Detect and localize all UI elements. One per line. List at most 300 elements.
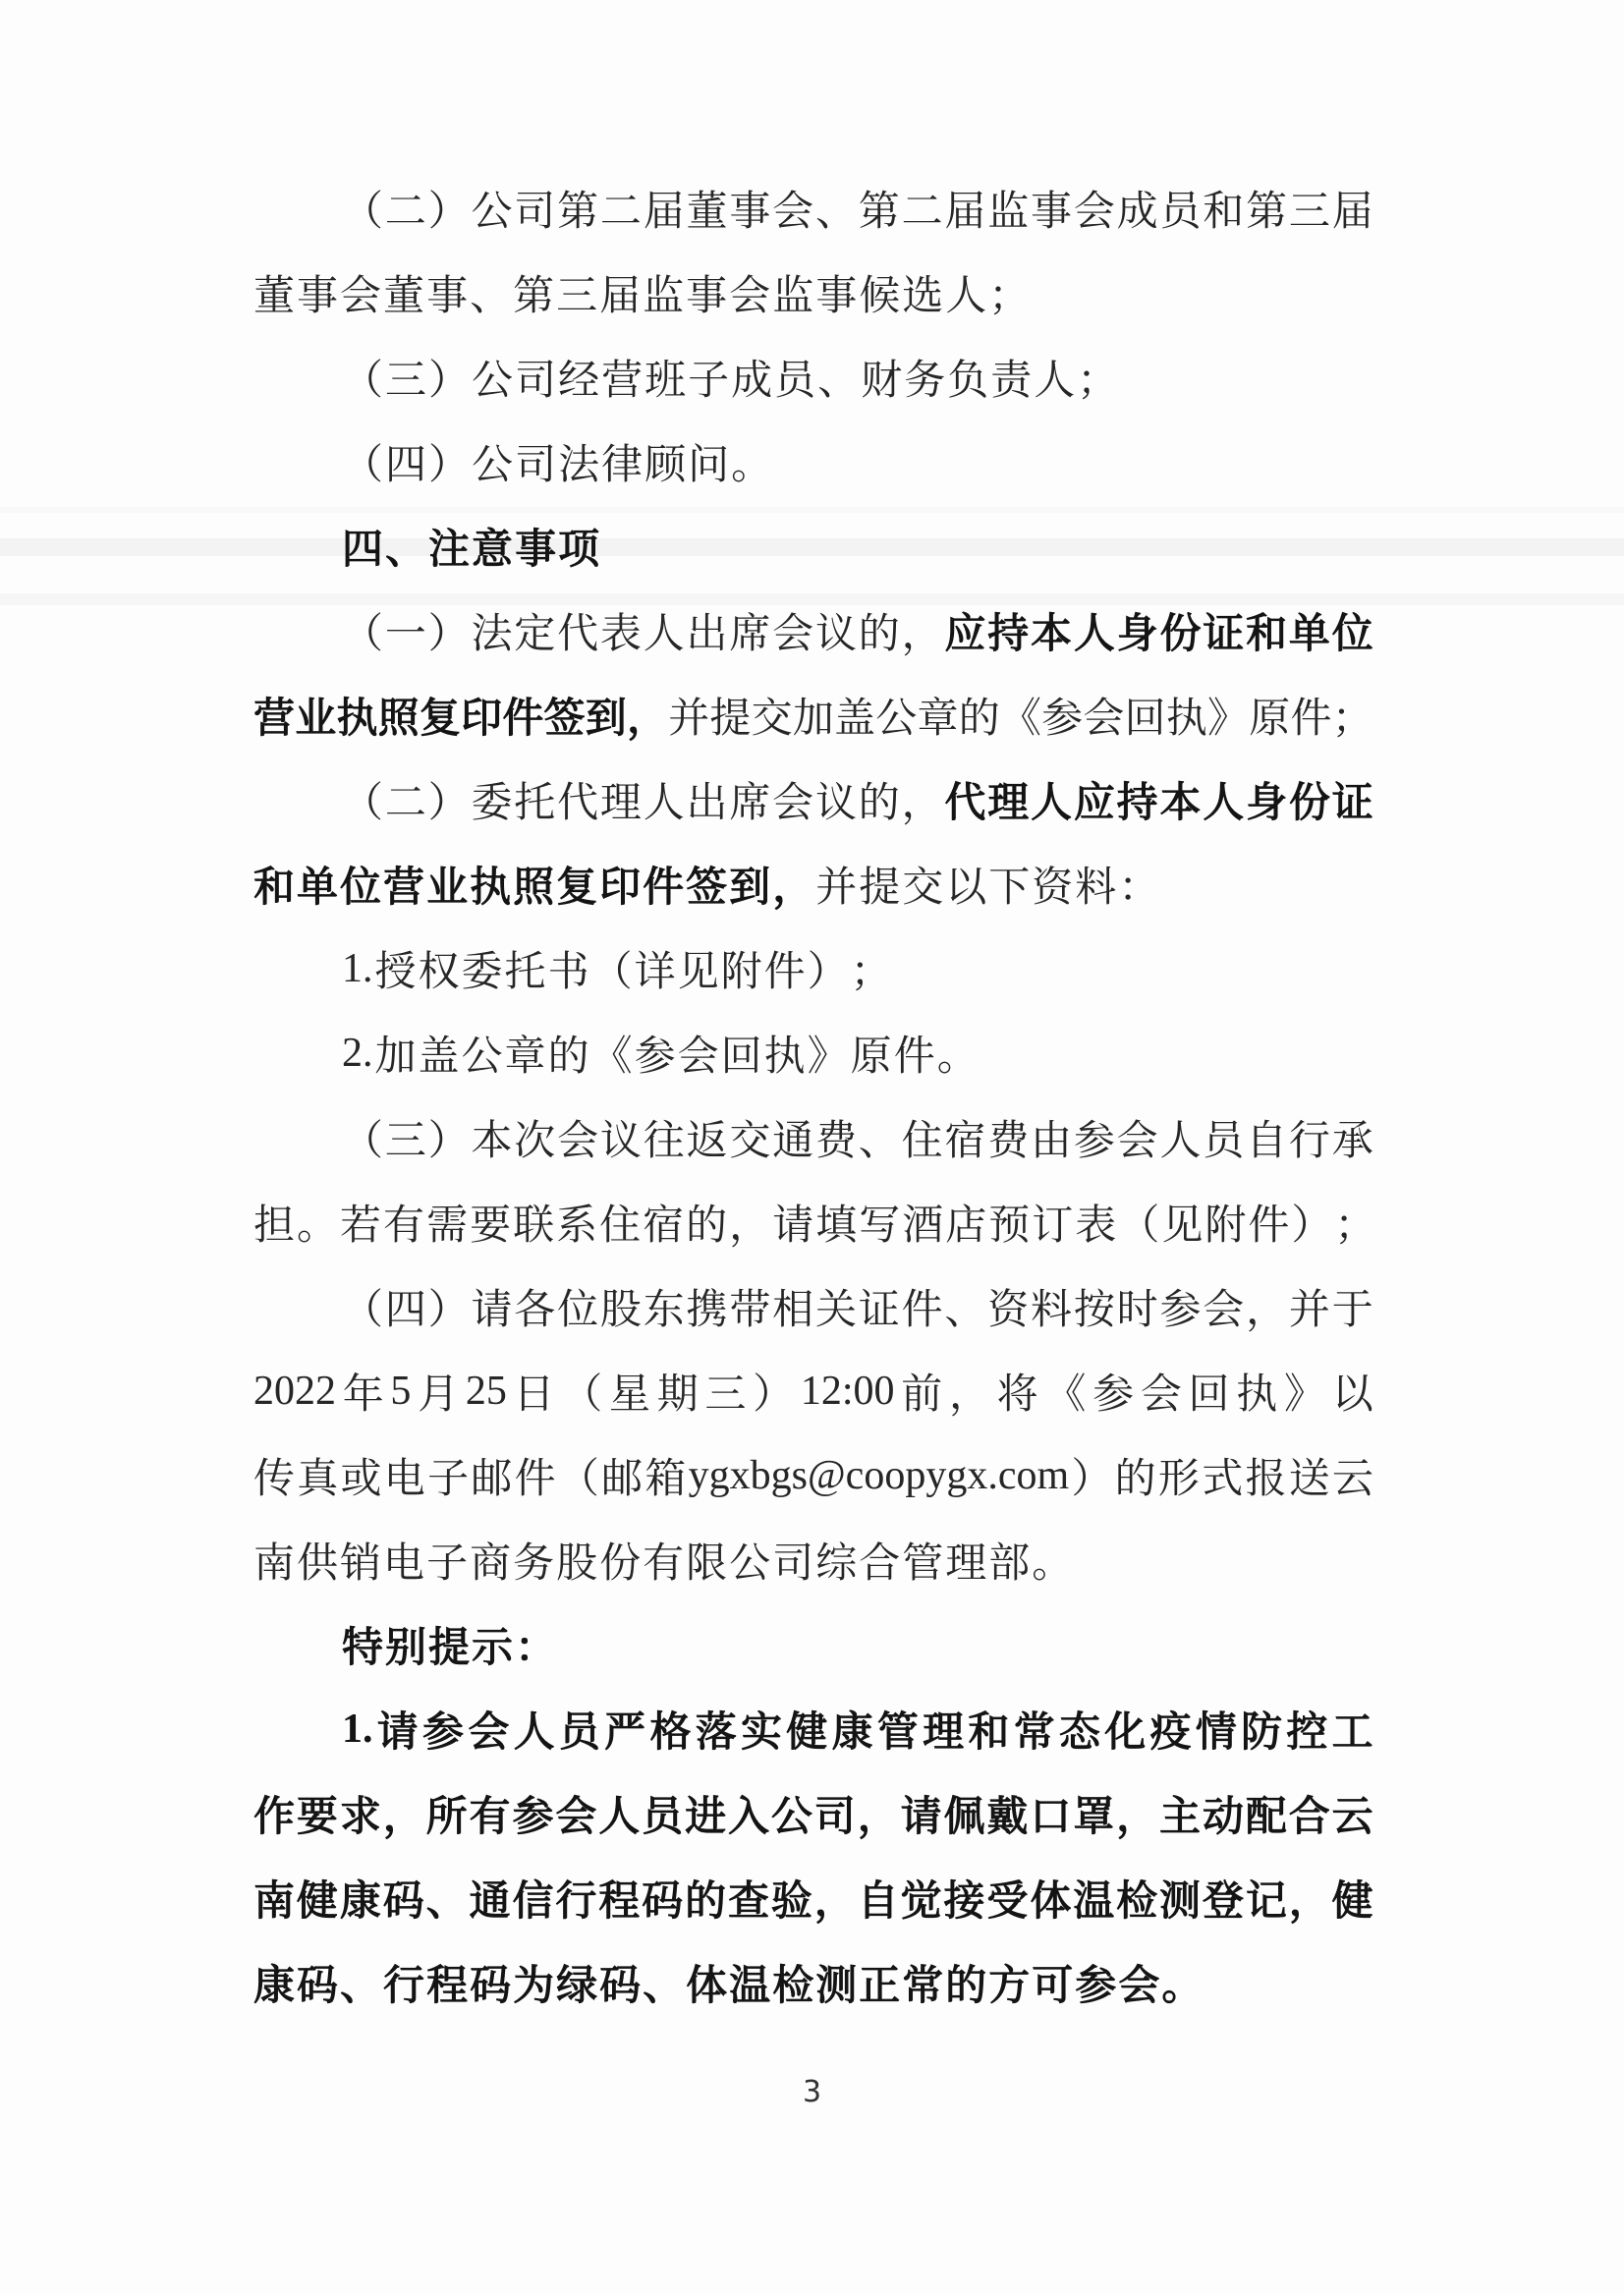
text-segment-bold: 复 bbox=[556, 866, 598, 911]
text-segment: 件 bbox=[1290, 697, 1332, 742]
text-segment-bold: ， bbox=[1116, 1795, 1158, 1840]
text-segment-bold: 四 bbox=[342, 528, 384, 573]
text-segment: 一 bbox=[384, 612, 426, 657]
text-segment: 事 bbox=[426, 274, 469, 319]
text-segment: 委 bbox=[471, 781, 513, 826]
text-segment: 三 bbox=[1288, 190, 1330, 235]
text-segment-bold: 的 bbox=[945, 1964, 987, 2009]
text-segment: ， bbox=[1246, 1288, 1288, 1333]
text-segment-bold: 入 bbox=[727, 1795, 769, 1840]
text-segment: 、 bbox=[944, 1288, 986, 1333]
text-segment: 宿 bbox=[944, 1119, 986, 1164]
text-segment: 于 bbox=[1331, 1288, 1373, 1333]
text-segment-bold: ： bbox=[515, 1626, 557, 1671]
text-segment-bold: 人 bbox=[1203, 781, 1245, 826]
text-segment-bold: 营 bbox=[253, 697, 296, 742]
text-segment-bold: 参 bbox=[512, 1795, 554, 1840]
text-segment: 成 bbox=[731, 359, 773, 404]
text-segment-bold: 件 bbox=[643, 866, 685, 911]
text-segment: 担 bbox=[253, 1203, 296, 1249]
text-segment: 。 bbox=[1032, 1541, 1074, 1587]
text-segment: ） bbox=[1291, 1203, 1333, 1249]
text-segment: 、 bbox=[858, 1119, 900, 1164]
text-segment: 管 bbox=[902, 1541, 944, 1587]
text-segment: 证 bbox=[858, 1288, 900, 1333]
text-segment: 限 bbox=[686, 1541, 728, 1587]
text-segment: 的 bbox=[1114, 1457, 1156, 1502]
text-segment: （ bbox=[557, 1457, 599, 1502]
text-segment: 执 bbox=[763, 1035, 806, 1080]
text-segment: 25 bbox=[465, 1369, 507, 1414]
text-segment-bold: 位 bbox=[1331, 612, 1373, 657]
text-segment: 第 bbox=[858, 190, 900, 235]
text-line bbox=[253, 926, 1373, 1011]
text-segment-bold: 签 bbox=[543, 697, 586, 742]
text-segment-bold: 码 bbox=[642, 1879, 684, 1925]
text-segment: 营 bbox=[601, 359, 644, 404]
text-segment-bold: 提 bbox=[428, 1626, 471, 1671]
text-segment: 合 bbox=[859, 1541, 901, 1587]
text-segment: 》 bbox=[807, 1035, 849, 1080]
text-segment-bold: 和 bbox=[253, 866, 296, 911]
text-segment-bold: 健 bbox=[786, 1710, 828, 1756]
text-line bbox=[253, 1095, 1373, 1180]
text-segment-bold: 动 bbox=[1202, 1795, 1244, 1840]
text-segment-bold: 为 bbox=[513, 1964, 555, 2009]
text-segment-bold: 持 bbox=[1116, 781, 1158, 826]
text-segment-bold: ， bbox=[857, 1795, 899, 1840]
text-segment-bold: 照 bbox=[377, 697, 420, 742]
text-segment-bold: 业 bbox=[426, 866, 469, 911]
text-segment-bold: 会 bbox=[1118, 1964, 1160, 2009]
text-segment-bold: 常 bbox=[902, 1964, 944, 2009]
text-line bbox=[253, 1349, 1373, 1433]
text-segment: 席 bbox=[729, 781, 771, 826]
text-segment: ； bbox=[988, 274, 1031, 319]
text-segment: 权 bbox=[418, 950, 460, 995]
text-segment: 委 bbox=[461, 950, 503, 995]
text-segment-bold: 事 bbox=[515, 528, 557, 573]
text-segment-bold: 员 bbox=[558, 1710, 600, 1756]
text-segment-bold: 情 bbox=[1195, 1710, 1237, 1756]
text-segment: 书 bbox=[547, 950, 589, 995]
text-segment-bold: 记 bbox=[1245, 1879, 1287, 1925]
text-segment: 本 bbox=[471, 1119, 513, 1164]
text-segment-bold: 落 bbox=[695, 1710, 737, 1756]
text-segment: ， bbox=[948, 1372, 990, 1418]
text-segment: 形 bbox=[1157, 1457, 1200, 1502]
text-segment: 章 bbox=[504, 1035, 546, 1080]
text-segment-bold: 示 bbox=[472, 1626, 514, 1671]
text-segment: 见 bbox=[1161, 1203, 1204, 1249]
text-line bbox=[253, 673, 1373, 757]
text-segment: 。 bbox=[731, 443, 773, 488]
text-segment-bold: 单 bbox=[1288, 612, 1330, 657]
text-segment-bold: 份 bbox=[1159, 612, 1202, 657]
text-segment: 授 bbox=[374, 950, 417, 995]
text-segment: 料 bbox=[1075, 866, 1117, 911]
text-segment: 和 bbox=[1203, 190, 1245, 235]
text-segment: 参 bbox=[1092, 1372, 1135, 1418]
text-segment: 托 bbox=[504, 950, 546, 995]
text-segment: 的 bbox=[686, 1203, 728, 1249]
text-segment: 负 bbox=[947, 359, 989, 404]
text-segment-bold: 健 bbox=[1331, 1879, 1373, 1925]
text-segment: ） bbox=[427, 781, 470, 826]
text-segment-bold: 罩 bbox=[1073, 1795, 1115, 1840]
text-segment-bold: 严 bbox=[604, 1710, 646, 1756]
text-segment: 附 bbox=[1204, 1203, 1247, 1249]
text-segment-bold: 配 bbox=[1245, 1795, 1287, 1840]
text-line bbox=[253, 1264, 1373, 1349]
text-segment: 期 bbox=[656, 1372, 699, 1418]
text-segment: 第 bbox=[513, 274, 555, 319]
text-segment-bold: 控 bbox=[1286, 1710, 1328, 1756]
text-segment-bold: 代 bbox=[944, 781, 986, 826]
text-segment: ； bbox=[850, 950, 892, 995]
text-segment: 人 bbox=[643, 781, 685, 826]
text-segment: 出 bbox=[686, 612, 728, 657]
text-segment: 位 bbox=[557, 1288, 599, 1333]
text-segment-bold: 自 bbox=[857, 1879, 899, 1925]
text-segment: ， bbox=[901, 612, 943, 657]
text-segment-bold: 常 bbox=[1013, 1710, 1055, 1756]
text-segment: 料 bbox=[1031, 1288, 1073, 1333]
text-segment: 届 bbox=[599, 274, 642, 319]
text-segment-bold: 身 bbox=[1246, 781, 1288, 826]
text-segment-bold: 康 bbox=[831, 1710, 873, 1756]
text-segment: 人 bbox=[1159, 1119, 1202, 1164]
text-segment-bold: 可 bbox=[1032, 1964, 1074, 2009]
text-segment-bold: 参 bbox=[422, 1710, 465, 1756]
text-segment: 执 bbox=[1236, 1372, 1278, 1418]
text-line bbox=[253, 420, 1373, 504]
text-segment: 商 bbox=[470, 1541, 512, 1587]
text-segment: 司 bbox=[514, 190, 556, 235]
text-segment: 事 bbox=[729, 190, 771, 235]
text-segment-bold: 作 bbox=[253, 1795, 296, 1840]
text-segment: 子 bbox=[427, 1457, 470, 1502]
text-segment-bold: 码 bbox=[382, 1879, 424, 1925]
text-segment: 的 bbox=[958, 697, 1000, 742]
text-segment: 的 bbox=[858, 781, 900, 826]
text-segment-bold: 佩 bbox=[943, 1795, 985, 1840]
text-segment-bold: 应 bbox=[944, 612, 986, 657]
text-segment: 通 bbox=[772, 1119, 814, 1164]
text-segment: ） bbox=[428, 359, 471, 404]
text-line bbox=[253, 588, 1373, 673]
text-segment: 会 bbox=[1140, 1372, 1182, 1418]
text-segment: 住 bbox=[901, 1119, 943, 1164]
text-segment: 理 bbox=[945, 1541, 987, 1587]
text-segment: 三 bbox=[704, 1372, 747, 1418]
text-segment-bold: 、 bbox=[643, 1964, 685, 2009]
text-segment-bold: 体 bbox=[1030, 1879, 1072, 1925]
text-segment: 代 bbox=[557, 781, 599, 826]
text-segment: ， bbox=[729, 1203, 771, 1249]
text-segment: 、 bbox=[814, 190, 857, 235]
text-segment: 系 bbox=[556, 1203, 598, 1249]
text-line bbox=[253, 251, 1373, 335]
text-segment-bold: 口 bbox=[1030, 1795, 1072, 1840]
text-segment-bold: 印 bbox=[461, 697, 503, 742]
text-segment: 云 bbox=[1331, 1457, 1373, 1502]
text-segment: 公 bbox=[461, 1035, 503, 1080]
text-segment: 议 bbox=[814, 781, 857, 826]
text-segment: 监 bbox=[987, 190, 1030, 235]
text-segment-bold: 验 bbox=[770, 1879, 812, 1925]
text-segment-bold: 所 bbox=[425, 1795, 468, 1840]
text-segment-bold: 、 bbox=[385, 528, 427, 573]
text-segment: 回 bbox=[1188, 1372, 1230, 1418]
text-segment: （ bbox=[1118, 1203, 1160, 1249]
text-segment: 监 bbox=[772, 274, 814, 319]
text-segment-bold: 求 bbox=[339, 1795, 381, 1840]
text-segment: 各 bbox=[514, 1288, 556, 1333]
text-segment: 年 bbox=[342, 1372, 384, 1418]
text-segment-bold: 方 bbox=[988, 1964, 1031, 2009]
text-segment: 子 bbox=[688, 359, 730, 404]
text-segment: 会 bbox=[1073, 190, 1115, 235]
text-segment: 二 bbox=[599, 190, 642, 235]
text-segment: ； bbox=[1331, 697, 1373, 742]
text-segment-bold: 进 bbox=[685, 1795, 727, 1840]
text-segment: 托 bbox=[514, 781, 556, 826]
text-segment-bold: 正 bbox=[859, 1964, 901, 2009]
text-line bbox=[253, 842, 1373, 926]
text-segment: 公 bbox=[472, 359, 514, 404]
text-segment-bold: 接 bbox=[943, 1879, 985, 1925]
text-segment: 董 bbox=[253, 274, 296, 319]
text-segment-bold: 位 bbox=[340, 866, 382, 911]
text-line bbox=[253, 757, 1373, 842]
text-segment-bold: ， bbox=[382, 1795, 424, 1840]
text-segment-bold: 注 bbox=[428, 528, 471, 573]
text-segment: 供 bbox=[297, 1541, 339, 1587]
text-segment: 事 bbox=[686, 274, 728, 319]
text-segment: 问 bbox=[688, 443, 730, 488]
text-segment: 三 bbox=[385, 359, 427, 404]
text-segment: 原 bbox=[850, 1035, 892, 1080]
text-segment-bold: 人 bbox=[513, 1710, 555, 1756]
text-segment: ， bbox=[901, 781, 943, 826]
text-segment-bold: 理 bbox=[987, 781, 1030, 826]
text-segment-bold: 受 bbox=[986, 1879, 1029, 1925]
text-segment: 交 bbox=[729, 1119, 771, 1164]
text-segment: 的 bbox=[547, 1035, 589, 1080]
text-segment: 以 bbox=[1331, 1372, 1373, 1418]
text-segment-bold: 印 bbox=[599, 866, 642, 911]
text-segment: 法 bbox=[471, 612, 513, 657]
text-segment: 交 bbox=[751, 697, 793, 742]
text-segment: 盖 bbox=[834, 697, 876, 742]
text-segment: ） bbox=[807, 950, 849, 995]
text-segment: 或 bbox=[340, 1457, 382, 1502]
text-line bbox=[253, 1687, 1373, 1771]
text-segment-bold: 码 bbox=[599, 1964, 642, 2009]
text-segment: 公 bbox=[472, 443, 514, 488]
text-segment: ） bbox=[427, 190, 470, 235]
text-segment: 件 bbox=[514, 1457, 556, 1502]
text-segment: 箱 bbox=[644, 1457, 687, 1502]
text-segment: 宿 bbox=[643, 1203, 685, 1249]
text-segment: 送 bbox=[1288, 1457, 1330, 1502]
text-segment: 司 bbox=[515, 443, 557, 488]
text-segment: 写 bbox=[859, 1203, 901, 1249]
text-segment: 。 bbox=[936, 1035, 979, 1080]
text-segment-bold: 和 bbox=[1246, 612, 1288, 657]
text-segment: 届 bbox=[944, 190, 986, 235]
text-segment: 星 bbox=[608, 1372, 650, 1418]
text-segment: 详 bbox=[634, 950, 676, 995]
text-segment-bold: 查 bbox=[727, 1879, 769, 1925]
text-segment-bold: 检 bbox=[772, 1964, 814, 2009]
text-segment-bold: 参 bbox=[1075, 1964, 1117, 2009]
text-segment-bold: 戴 bbox=[986, 1795, 1029, 1840]
text-segment-bold: 营 bbox=[383, 866, 425, 911]
text-segment: 并 bbox=[1288, 1288, 1330, 1333]
text-segment-bold: 意 bbox=[472, 528, 514, 573]
text-segment: 2. bbox=[342, 1031, 373, 1076]
text-segment: （ bbox=[342, 1288, 384, 1333]
text-segment: 邮 bbox=[471, 1457, 513, 1502]
text-segment-bold: 持 bbox=[987, 612, 1030, 657]
text-segment-bold: 合 bbox=[1288, 1795, 1330, 1840]
text-segment: 相 bbox=[772, 1288, 814, 1333]
text-segment: 司 bbox=[772, 1541, 814, 1587]
text-segment: 南 bbox=[253, 1541, 296, 1587]
text-segment-bold: 管 bbox=[876, 1710, 919, 1756]
text-segment-bold: 程 bbox=[598, 1879, 641, 1925]
text-segment-bold: 体 bbox=[686, 1964, 728, 2009]
text-segment: 参 bbox=[1073, 1119, 1115, 1164]
text-segment: 表 bbox=[1075, 1203, 1117, 1249]
text-segment: 会 bbox=[772, 190, 814, 235]
text-segment: ） bbox=[427, 1119, 470, 1164]
text-segment: 会 bbox=[557, 1119, 599, 1164]
text-segment-bold: 司 bbox=[813, 1795, 856, 1840]
text-segment-bold: 通 bbox=[469, 1879, 511, 1925]
text-segment-bold: 别 bbox=[385, 1626, 427, 1671]
text-segment-bold: 特 bbox=[342, 1626, 384, 1671]
text-segment: 需 bbox=[426, 1203, 469, 1249]
text-segment: 回 bbox=[1124, 697, 1166, 742]
text-line bbox=[253, 1602, 1373, 1687]
text-segment-bold: 到 bbox=[729, 866, 771, 911]
text-segment-bold: 业 bbox=[295, 697, 337, 742]
text-segment-bold: 觉 bbox=[900, 1879, 942, 1925]
text-segment: 经 bbox=[558, 359, 600, 404]
text-segment-bold: 检 bbox=[1116, 1879, 1158, 1925]
text-segment: 三 bbox=[384, 1119, 426, 1164]
text-segment: ） bbox=[1071, 1457, 1113, 1502]
text-segment: 资 bbox=[1032, 866, 1074, 911]
text-segment-bold: 件 bbox=[502, 697, 544, 742]
text-segment: ） bbox=[428, 443, 471, 488]
text-segment-bold: 复 bbox=[419, 697, 461, 742]
text-segment-bold: 份 bbox=[1288, 781, 1330, 826]
text-segment: 董 bbox=[383, 274, 425, 319]
text-line bbox=[253, 1771, 1373, 1856]
text-segment-bold: 化 bbox=[1104, 1710, 1147, 1756]
page-number: 3 bbox=[802, 2075, 822, 2109]
text-segment-bold: 防 bbox=[1241, 1710, 1283, 1756]
text-segment-bold: 南 bbox=[253, 1879, 296, 1925]
text-segment-bold: 。 bbox=[1161, 1964, 1204, 2009]
text-segment: 公 bbox=[729, 1541, 771, 1587]
text-segment: 定 bbox=[514, 612, 556, 657]
text-segment: 事 bbox=[297, 274, 339, 319]
text-segment: 时 bbox=[1116, 1288, 1158, 1333]
text-segment: ： bbox=[1118, 866, 1160, 911]
text-segment-bold: 码 bbox=[470, 1964, 512, 2009]
text-segment: 订 bbox=[1032, 1203, 1074, 1249]
text-segment-bold: 测 bbox=[1159, 1879, 1202, 1925]
text-segment: 。 bbox=[297, 1203, 339, 1249]
text-segment: 的 bbox=[858, 612, 900, 657]
text-segment: 自 bbox=[1246, 1119, 1288, 1164]
text-segment: 》 bbox=[1283, 1372, 1325, 1418]
text-segment: 人 bbox=[643, 612, 685, 657]
text-segment: 见 bbox=[677, 950, 719, 995]
text-segment: 携 bbox=[686, 1288, 728, 1333]
text-segment: （ bbox=[342, 781, 384, 826]
text-segment: 会 bbox=[1116, 1119, 1158, 1164]
text-segment: 《 bbox=[999, 697, 1041, 742]
text-segment-bold: 到 bbox=[585, 697, 627, 742]
text-segment-bold: 签 bbox=[686, 866, 728, 911]
text-segment-bold: 人 bbox=[1073, 612, 1115, 657]
text-segment: 2022 bbox=[253, 1369, 336, 1414]
text-segment-bold: 单 bbox=[297, 866, 339, 911]
text-segment: 会 bbox=[772, 781, 814, 826]
text-segment-bold: 的 bbox=[685, 1879, 727, 1925]
text-segment: 若 bbox=[340, 1203, 382, 1249]
text-segment: 会 bbox=[1203, 1288, 1245, 1333]
text-segment: 会 bbox=[772, 612, 814, 657]
text-segment: 出 bbox=[686, 781, 728, 826]
text-segment: 日 bbox=[513, 1372, 555, 1418]
text-segment: ） bbox=[753, 1372, 795, 1418]
text-segment: 财 bbox=[861, 359, 903, 404]
text-segment-bold: 人 bbox=[1031, 781, 1073, 826]
text-segment-bold: ， bbox=[1288, 1879, 1330, 1925]
text-segment-bold: 云 bbox=[1331, 1795, 1373, 1840]
text-segment: 责 bbox=[990, 359, 1033, 404]
text-segment-bold: 证 bbox=[1331, 781, 1373, 826]
text-block bbox=[253, 166, 1376, 2025]
text-segment: 务 bbox=[904, 359, 946, 404]
text-segment-bold: 执 bbox=[470, 866, 512, 911]
text-segment: 费 bbox=[987, 1119, 1030, 1164]
text-segment: 股 bbox=[556, 1541, 598, 1587]
text-segment: 人 bbox=[1034, 359, 1076, 404]
text-segment: 月 bbox=[418, 1372, 460, 1418]
text-segment-bold: 会 bbox=[468, 1710, 510, 1756]
text-segment-bold: 行 bbox=[555, 1879, 597, 1925]
text-segment: 店 bbox=[945, 1203, 987, 1249]
text-segment-bold: 测 bbox=[815, 1964, 858, 2009]
text-segment-bold: 绿 bbox=[556, 1964, 598, 2009]
text-segment-bold: 康 bbox=[339, 1879, 381, 1925]
text-segment: 由 bbox=[1031, 1119, 1073, 1164]
text-segment: 住 bbox=[599, 1203, 642, 1249]
text-segment: 《 bbox=[590, 1035, 633, 1080]
text-segment: 席 bbox=[729, 612, 771, 657]
text-segment: ； bbox=[1334, 1203, 1376, 1249]
text-segment: 份 bbox=[599, 1541, 642, 1587]
text-segment: 成 bbox=[1116, 190, 1158, 235]
